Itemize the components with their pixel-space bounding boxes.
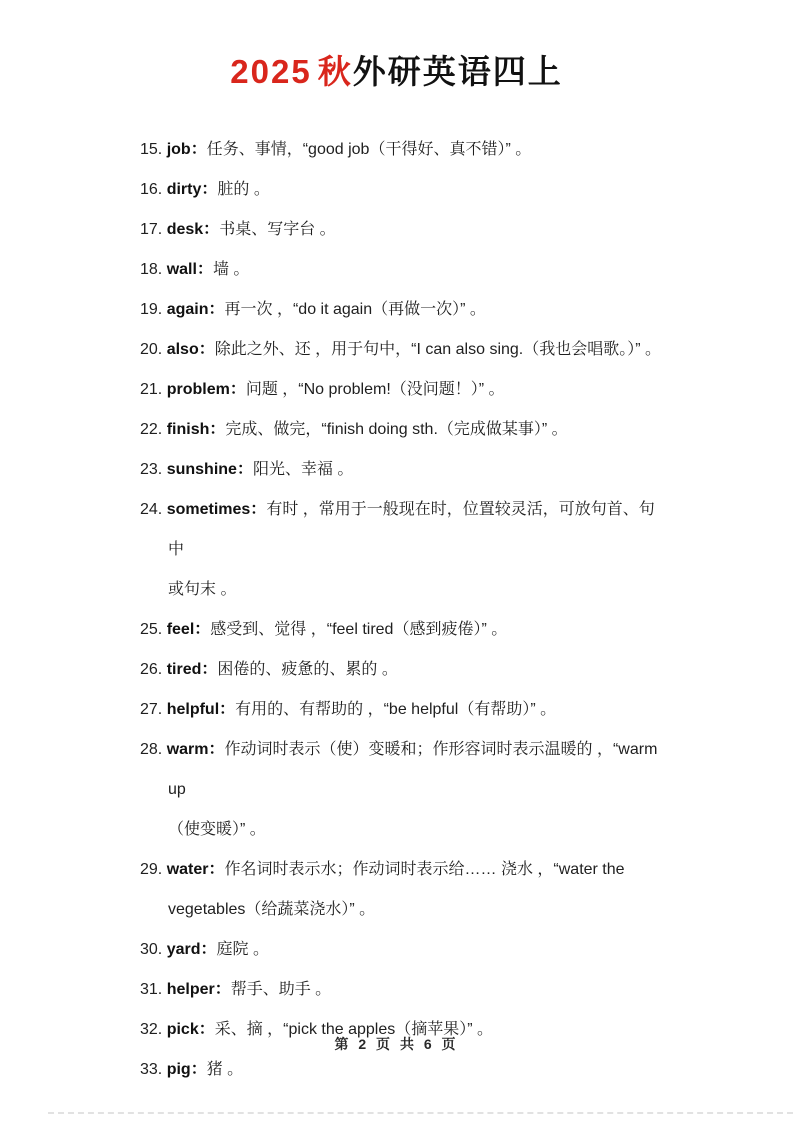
item-definition: 有用的、有帮助的 ，“be helpful（有帮助）” 。: [235, 701, 557, 718]
item-word: pick: [166, 1021, 199, 1038]
item-colon: ：: [214, 981, 231, 998]
item-definition: 书桌、写字台 。: [219, 221, 336, 238]
item-definition: 感受到、觉得 ，“feel tired（感到疲倦）” 。: [210, 621, 508, 638]
item-definition: 作名词时表示水；作动词时表示给…… 浇水 ，“water the: [224, 861, 625, 878]
item-number: 25.: [140, 621, 163, 638]
vocab-item-27: [140, 690, 665, 730]
item-definition: 任务、事情，“good job（干得好、真不错）” 。: [206, 141, 532, 158]
item-number: 16.: [140, 181, 163, 198]
item-word: finish: [166, 421, 210, 438]
item-colon: ：: [203, 221, 220, 238]
item-colon: ：: [208, 301, 225, 318]
vocab-item-26: [140, 650, 665, 690]
vocab-list: [140, 130, 665, 1090]
item-word: water: [166, 861, 209, 878]
page-title: [0, 0, 793, 95]
item-number: 24.: [140, 501, 163, 518]
item-definition: 采、摘 ，“pick the apples（摘苹果）” 。: [214, 1021, 494, 1038]
item-colon: ：: [198, 341, 215, 358]
vocab-item-24: [140, 490, 665, 610]
item-definition: 除此之外、还 ，用于句中，“I can also sing.（我也会唱歌。）” 。: [214, 341, 662, 358]
item-word: problem: [166, 381, 230, 398]
item-number: 27.: [140, 701, 163, 718]
item-colon: ：: [250, 501, 267, 518]
item-word: helper: [166, 981, 215, 998]
item-number: 31.: [140, 981, 163, 998]
item-word: desk: [166, 221, 204, 238]
item-colon: ：: [236, 461, 253, 478]
item-number: 18.: [140, 261, 163, 278]
vocab-item-18: [140, 250, 665, 290]
item-definition: 完成、做完，“finish doing sth.（完成做某事）” 。: [225, 421, 568, 438]
item-colon: ：: [194, 621, 211, 638]
item-number: 28.: [140, 741, 163, 758]
item-number: 29.: [140, 861, 163, 878]
item-word: also: [166, 341, 199, 358]
item-colon: ：: [196, 261, 213, 278]
item-colon: ：: [201, 181, 218, 198]
vocab-item-15: [140, 130, 665, 170]
item-colon: ：: [198, 1021, 215, 1038]
item-number: 23.: [140, 461, 163, 478]
vocab-item-30: [140, 930, 665, 970]
item-definition: 有时 ，常用于一般现在时，位置较灵活，可放句首、句中: [168, 501, 655, 558]
item-number: 32.: [140, 1021, 163, 1038]
vocab-item-22: [140, 410, 665, 450]
item-definition: 阳光、幸福 。: [252, 461, 354, 478]
vocab-item-31: [140, 970, 665, 1010]
item-definition-line2: 或句末 。: [168, 581, 237, 598]
item-number: 17.: [140, 221, 163, 238]
item-definition: 庭院 。: [216, 941, 269, 958]
vocab-item-17: [140, 210, 665, 250]
item-colon: ：: [190, 141, 207, 158]
item-word: warm: [166, 741, 209, 758]
item-colon: ：: [190, 1061, 207, 1078]
item-word: feel: [166, 621, 195, 638]
vocab-item-16: [140, 170, 665, 210]
item-word: yard: [166, 941, 201, 958]
item-word: again: [166, 301, 209, 318]
page-footer: [0, 1034, 793, 1054]
vocab-item-21: [140, 370, 665, 410]
item-number: 26.: [140, 661, 163, 678]
item-word: job: [166, 141, 191, 158]
item-word: sometimes: [166, 501, 251, 518]
item-number: 33.: [140, 1061, 163, 1078]
item-colon: ：: [208, 741, 225, 758]
vocab-item-25: [140, 610, 665, 650]
item-colon: ：: [201, 661, 218, 678]
item-colon: ：: [200, 941, 217, 958]
item-word: wall: [166, 261, 197, 278]
title-year: 2025: [230, 53, 312, 90]
item-number: 20.: [140, 341, 163, 358]
page-number-text: 第 2 页 共 6 页: [334, 1036, 459, 1052]
vocab-item-28: [140, 730, 665, 850]
item-word: helpful: [166, 701, 220, 718]
item-definition: 脏的 。: [217, 181, 270, 198]
item-number: 19.: [140, 301, 163, 318]
page-bottom-edge: [48, 1112, 793, 1114]
item-definition: 困倦的、疲惫的、累的 。: [217, 661, 398, 678]
vocab-item-19: [140, 290, 665, 330]
item-word: dirty: [166, 181, 202, 198]
vocab-item-33: [140, 1050, 665, 1090]
item-definition: 猪 。: [206, 1061, 244, 1078]
item-definition-line2: （使变暖）” 。: [168, 821, 266, 838]
item-word: sunshine: [166, 461, 237, 478]
vocab-item-20: [140, 330, 665, 370]
item-colon: ：: [229, 381, 246, 398]
item-definition: 再一次 ，“do it again（再做一次）” 。: [224, 301, 486, 318]
item-definition: 帮手、助手 。: [230, 981, 332, 998]
item-definition-line2: vegetables（给蔬菜浇水）” 。: [168, 901, 376, 918]
item-colon: ：: [208, 861, 225, 878]
item-definition: 作动词时表示（使）变暖和；作形容词时表示温暖的 ，“warm up: [168, 741, 658, 798]
item-definition: 墙 。: [212, 261, 250, 278]
vocab-item-29: [140, 850, 665, 930]
item-colon: ：: [219, 701, 236, 718]
item-word: tired: [166, 661, 202, 678]
title-season: 秋: [317, 55, 353, 91]
title-text: 外研英语四上: [352, 55, 563, 91]
vocab-item-23: [140, 450, 665, 490]
item-definition: 问题 ，“No problem!（没问题！）” 。: [245, 381, 505, 398]
item-number: 15.: [140, 141, 163, 158]
item-colon: ：: [209, 421, 226, 438]
item-number: 21.: [140, 381, 163, 398]
item-number: 22.: [140, 421, 163, 438]
item-word: pig: [166, 1061, 191, 1078]
item-number: 30.: [140, 941, 163, 958]
